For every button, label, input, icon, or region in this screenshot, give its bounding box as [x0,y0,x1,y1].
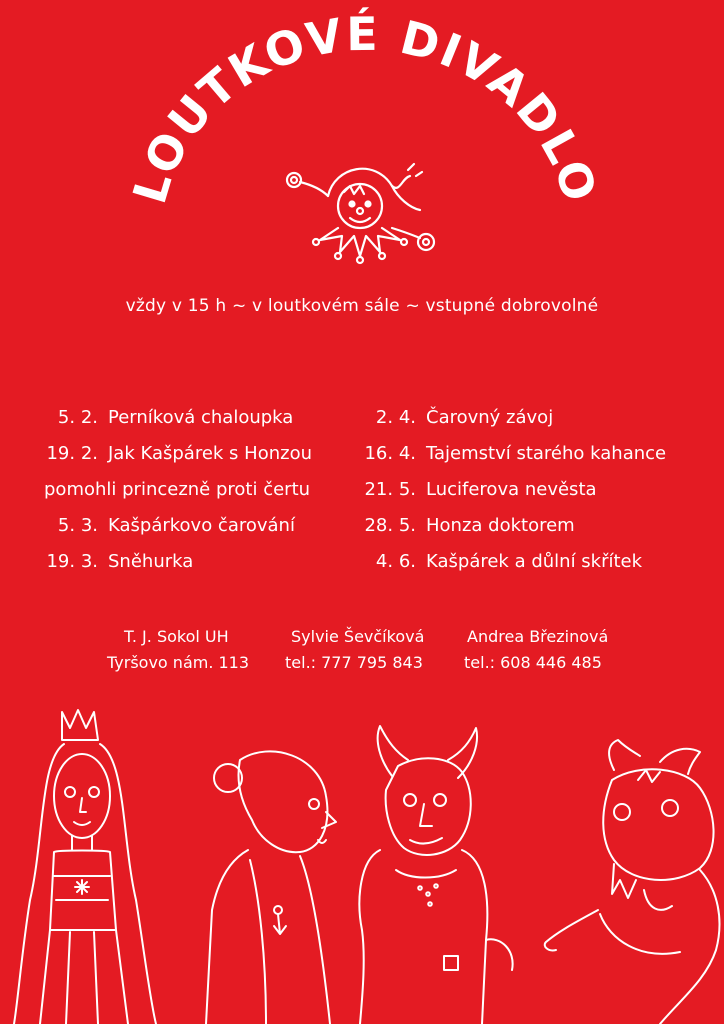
event-name: Perníková chaloupka [108,407,294,428]
event-row [352,400,712,436]
contact-organization [107,624,249,676]
event-name: Kašpárkovo čarování [108,515,295,536]
event-row [40,544,340,580]
contact-name: Andrea Březinová [467,627,609,646]
jester-logo-icon [280,148,440,268]
event-row [352,436,712,472]
dragon-puppet-illustration [545,740,720,1024]
event-name: Čarovný závoj [426,407,554,428]
event-row [352,544,712,580]
contact-phone: tel.: 608 446 485 [464,653,602,672]
event-row [352,472,712,508]
event-date: 5. 2. [57,407,98,428]
event-row-continuation [40,472,340,508]
contact-person [285,624,424,676]
contact-address: Tyršovo nám. 113 [107,653,250,672]
event-date: 4. 6. [375,551,416,572]
event-name: Jak Kašpárek s Honzou [108,443,312,464]
event-date: 2. 4. [375,407,416,428]
contact-name: Sylvie Ševčíková [291,627,425,646]
contact-phone: tel.: 777 795 843 [285,653,423,672]
subtitle: vždy v 15 h ~ v loutkovém sále ~ vstupné dobrovolné [125,296,599,316]
event-name: Sněhurka [108,551,194,572]
event-date: 21. 5. [364,479,416,500]
event-name: pomohli princezně proti čertu [44,479,311,500]
event-date: 5. 3. [57,515,98,536]
event-name: Tajemství starého kahance [426,443,667,464]
event-row [352,508,712,544]
princess-puppet-illustration [14,710,156,1024]
event-date: 19. 3. [46,551,98,572]
event-name: Honza doktorem [426,515,575,536]
schedule-right [352,400,712,580]
event-row [40,400,340,436]
contact-name: T. J. Sokol UH [124,627,229,646]
event-row [40,436,340,472]
girl-puppet-illustration [206,751,336,1024]
event-date: 19. 2. [46,443,98,464]
schedule-left [40,400,340,580]
devil-puppet-illustration [359,726,512,1024]
event-name: Luciferova nevěsta [426,479,597,500]
event-date: 28. 5. [364,515,416,536]
event-date: 16. 4. [364,443,416,464]
event-row [40,508,340,544]
event-name: Kašpárek a důlní skřítek [426,551,643,572]
page-title: LOUTKOVÉ DIVADLO [122,6,608,210]
contact-person [464,624,608,676]
puppet-illustrations [0,700,724,1024]
